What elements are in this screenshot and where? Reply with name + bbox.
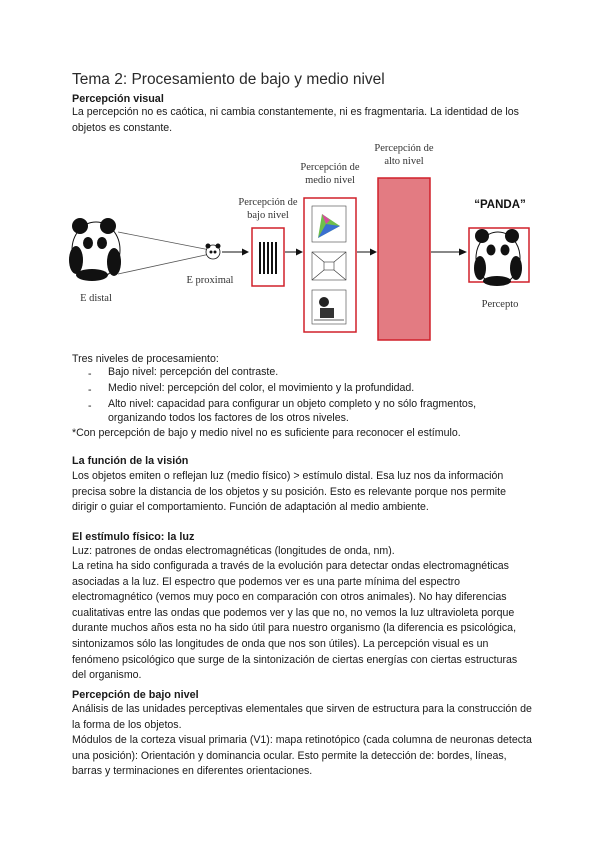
list-item: Medio nivel: percepción del color, el movimiento y la profundidad. [108,382,415,394]
section-heading-percepcion-visual: Percepción visual [72,93,164,105]
label-e-proximal: E proximal [186,275,234,286]
panda-percepto-icon [474,229,522,286]
page-title: Tema 2: Procesamiento de bajo y medio nivel [72,71,385,88]
section-heading-funcion: La función de la visión [72,455,189,467]
levels-intro: Tres niveles de procesamiento: [72,353,219,365]
section-heading-estimulo: El estímulo físico: la luz [72,531,195,543]
label-bajo-1: Percepción de [238,197,298,208]
levels-note: *Con percepción de bajo y medio nivel no es suficiente para reconocer el estímulo. [72,427,461,439]
paragraph-funcion: Los objetos emiten o reflejan luz (medio físico) > estímulo distal. Esa luz nos da información precisa sobre la distancia de los objetos y su posición. Esto es relevante porque nos permite dirigir o guiar el comportamiento. Función de adaptación al medio ambiente. [72,470,506,514]
panda-distal-icon [69,218,121,281]
perception-diagram [0,0,600,360]
label-alto-1: Percepción de [374,143,434,154]
paragraph-retina: La retina ha sido configurada a través de la evolución para detectar ondas electromagnéticas asociadas a la luz. El espectro que podemos ver es una parte mínima del espectro electromagnético (vemos muy poco en comparación con otros animales). No hay diferencias cualitativas entre las ondas que podemos ver y las que no, no vemos la luz ultravioleta porque durante muchos años esta no ha sido útil para nuestro organismo (la diferencia es psicológica, sintonizamos sólo las longitudes de onda que nos son útiles). La percepción visual es un fenómeno psicológico que surge de la sintonización de ciertas energías con ciertas estructuras del organismo. [72,560,518,682]
panda-label: “PANDA” [474,199,526,211]
paragraph-percepcion: La percepción no es caótica, ni cambia constantemente, ni es fragmentaria. La identidad de los objetos es constante. [72,106,519,134]
label-bajo-2: bajo nivel [247,210,289,221]
label-medio-2: medio nivel [305,175,355,186]
list-dash: - [88,400,92,412]
list-dash: - [88,384,92,396]
label-e-distal: E distal [80,293,112,304]
list-item-continuation: organizando todos los factores de los otros niveles. [108,412,349,424]
list-dash: - [88,368,92,380]
panda-proximal-icon [206,244,221,260]
label-alto-2: alto nivel [384,156,424,167]
paragraph-luz: Luz: patrones de ondas electromagnéticas (longitudes de onda, nm). [72,545,395,557]
corridor-icon [312,252,346,280]
list-item: Bajo nivel: percepción del contraste. [108,366,279,378]
label-percepto: Percepto [481,299,519,310]
list-item: Alto nivel: capacidad para configurar un objeto completo y no sólo fragmentos, [108,398,477,410]
label-medio-1: Percepción de [300,162,360,173]
alto-nivel-box [378,178,430,340]
color-space-icon [312,206,346,242]
cartoon-icon [312,290,346,324]
paragraph-modulos: Módulos de la corteza visual primaria (V1): mapa retinotópico (cada columna de neuronas detecta una posición): Orientación y dominancia ocular. Esto permite la detección de: bordes, líneas, barras y terminaciones en diferentes orientaciones. [72,734,532,778]
paragraph-analisis: Análisis de las unidades perceptivas elementales que sirven de estructura para la construcción de la forma de los objetos. [72,703,532,731]
section-heading-bajo-nivel: Percepción de bajo nivel [72,689,199,701]
